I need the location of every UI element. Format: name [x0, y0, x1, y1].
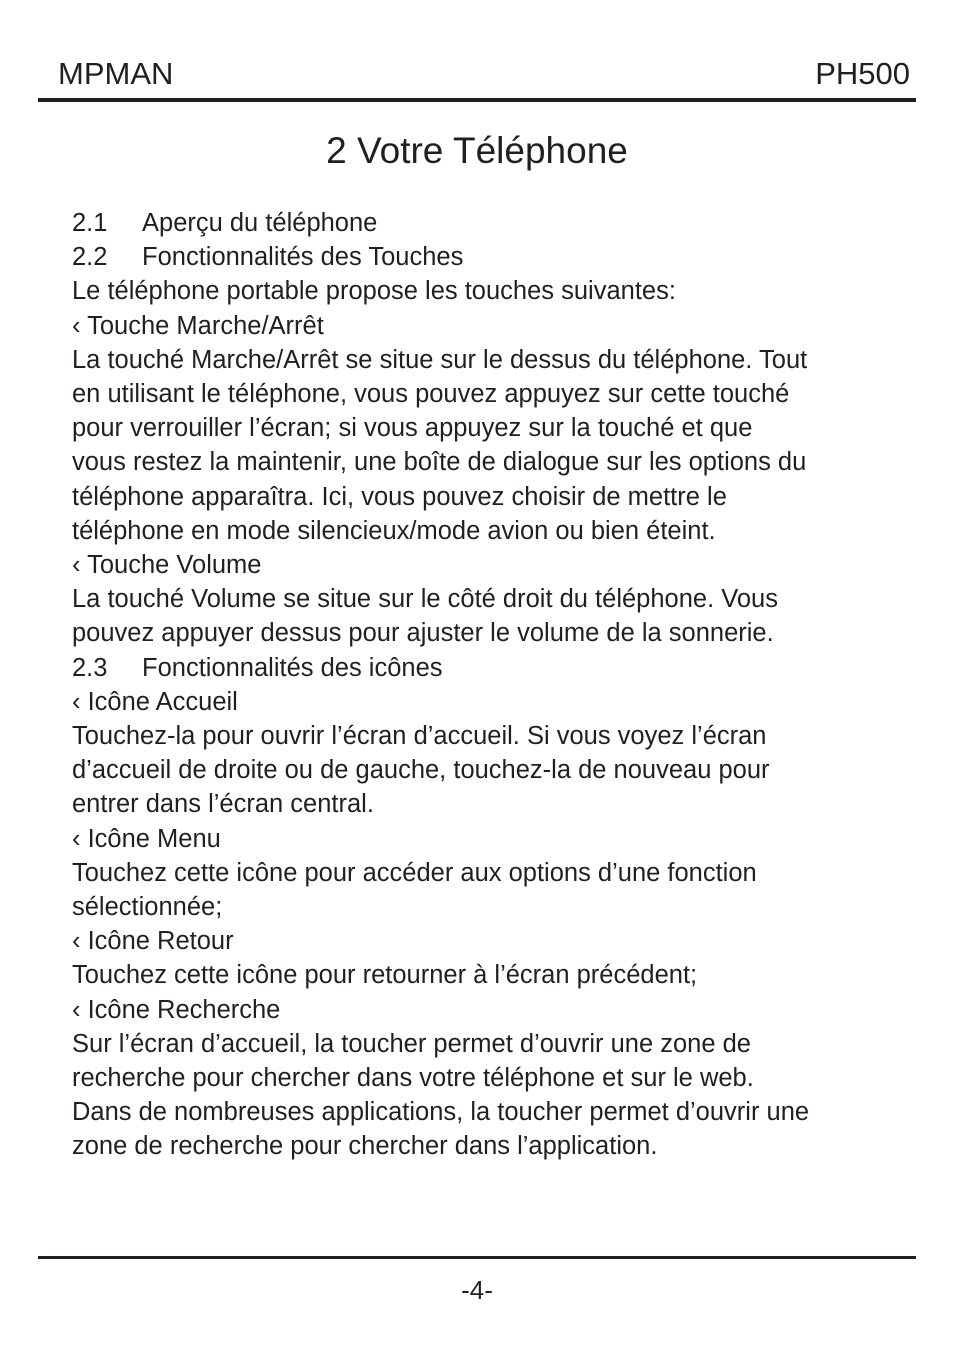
power-key-text-line: en utilisant le téléphone, vous pouvez appuyez sur cette touché — [72, 380, 790, 409]
back-icon-text-line: Touchez cette icône pour retourner à l’écran précédent; — [72, 961, 698, 990]
power-key-text-line: téléphone en mode silencieux/mode avion ou bien éteint. — [72, 516, 716, 545]
search-icon-heading: ‹ Icône Recherche — [72, 995, 281, 1024]
volume-key-text-line: La touché Volume se situe sur le côté droit du téléphone. Vous — [72, 585, 778, 614]
section-intro: Le téléphone portable propose les touches suivantes: — [72, 277, 676, 306]
section-heading-2-3: 2.3 Fonctionnalités des icônes — [72, 653, 443, 682]
footer-divider — [38, 1256, 916, 1259]
home-icon-heading: ‹ Icône Accueil — [72, 687, 238, 716]
power-key-text-line: pour verrouiller l’écran; si vous appuyez sur la touché et que — [72, 414, 753, 443]
volume-key-text-line: pouvez appuyer dessus pour ajuster le volume de la sonnerie. — [72, 619, 774, 648]
volume-key-heading: ‹ Touche Volume — [72, 551, 262, 580]
page-title: 2 Votre Téléphone — [326, 130, 628, 171]
page-header — [38, 52, 916, 98]
back-icon-heading: ‹ Icône Retour — [72, 927, 234, 956]
search-icon-text-line: Dans de nombreuses applications, la toucher permet d’ouvrir une — [72, 1098, 810, 1127]
home-icon-text-line: Touchez-la pour ouvrir l’écran d’accueil. Si vous voyez l’écran — [72, 722, 767, 751]
menu-icon-heading: ‹ Icône Menu — [72, 824, 221, 853]
power-key-text-line: vous restez la maintenir, une boîte de dialogue sur les options du — [72, 448, 807, 477]
power-key-heading: ‹ Touche Marche/Arrêt — [72, 311, 324, 340]
search-icon-text-line: zone de recherche pour chercher dans l’application. — [72, 1132, 658, 1161]
home-icon-text-line: entrer dans l’écran central. — [72, 790, 374, 819]
home-icon-text-line: d’accueil de droite ou de gauche, touchez-la de nouveau pour — [72, 756, 770, 785]
menu-icon-text-line: Touchez cette icône pour accéder aux options d’une fonction — [72, 858, 757, 887]
model-name: PH500 — [815, 56, 910, 91]
power-key-text-line: téléphone apparaîtra. Ici, vous pouvez choisir de mettre le — [72, 482, 727, 511]
page-content — [72, 206, 902, 1164]
power-key-text-line: La touché Marche/Arrêt se situe sur le dessus du téléphone. Tout — [72, 345, 808, 374]
menu-icon-text-line: sélectionnée; — [72, 893, 223, 922]
page-number: -4- — [461, 1275, 493, 1305]
header-divider — [38, 98, 916, 102]
search-icon-text-line: Sur l’écran d’accueil, la toucher permet d’ouvrir une zone de — [72, 1029, 751, 1058]
section-heading-2-1: 2.1 Aperçu du téléphone — [72, 209, 378, 237]
brand-name: MPMAN — [58, 56, 174, 91]
search-icon-text-line: recherche pour chercher dans votre téléphone et sur le web. — [72, 1064, 754, 1093]
section-heading-2-2: 2.2 Fonctionnalités des Touches — [72, 243, 464, 272]
